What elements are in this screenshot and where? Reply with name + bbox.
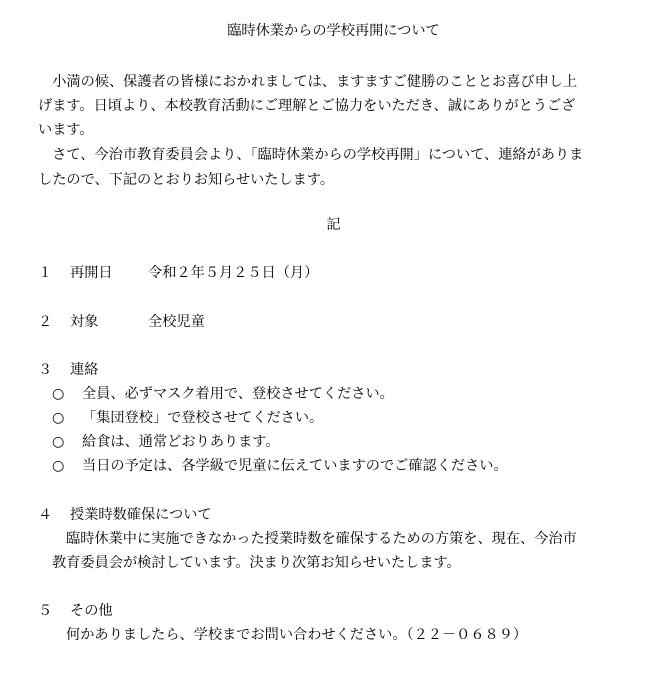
section-4-body-line-1: 臨時休業中に実施できなかった授業時数を確保するための方策を、現在、今治市 [66,531,577,547]
intro-line-5: したので、下記のとおりお知らせいたします。 [38,172,335,188]
intro-line-3: います。 [38,122,94,138]
intro-line-1: 小満の候、保護者の皆様におかれましては、ますますご健勝のこととお喜び申し上 [38,74,578,90]
notice-item-4 [52,456,508,476]
section-5-body: 何かありましたら、学校までお問い合わせください。（２２－０６８９） [66,627,528,643]
section-5-number: ５ [38,603,53,619]
section-5-other [38,601,113,621]
section-1-value: 令和２年５月２５日（月） [148,265,319,281]
section-3-notice [38,360,98,380]
section-4-body-line-2: 教育委員会が検討しています。決まり次第お知らせいたします。 [52,555,461,571]
notice-item-1 [52,384,394,404]
notice-item-text: 給食は、通常どおりあります。 [82,434,280,450]
section-2-value: 全校児童 [148,314,205,330]
notice-item-text: 全員、必ずマスク着用で、登校させてください。 [82,386,394,402]
circle-bullet-icon: ○ [52,386,65,402]
section-3-label: 連絡 [70,362,99,378]
section-3-number: ３ [38,362,53,378]
circle-bullet-icon: ○ [52,434,65,450]
intro-line-2: げます。日頃より、本校教育活動にご理解とご協力をいただき、誠にありがとうござ [38,98,576,114]
document-title: 臨時休業からの学校再開について [227,23,440,39]
notice-item-text: 「集団登校」で登校させてください。 [82,410,324,426]
section-1-reopen-date [38,263,318,283]
intro-line-4: さて、今治市教育委員会より、「臨時休業からの学校再開」について、連絡がありま [38,147,584,163]
section-2-number: ２ [38,314,53,330]
section-4-label: 授業時数確保について [70,507,212,523]
section-1-number: １ [38,265,53,281]
circle-bullet-icon: ○ [52,458,65,474]
section-4-number: ４ [38,507,53,523]
section-5-label: その他 [70,603,113,619]
notice-item-2 [52,408,323,428]
notice-item-text: 当日の予定は、各学級で児童に伝えていますのでご確認ください。 [82,458,508,474]
notice-item-3 [52,432,280,452]
section-2-target [38,312,205,332]
ki-heading: 記 [326,217,341,233]
section-1-label: 再開日 [70,265,113,281]
circle-bullet-icon: ○ [52,410,65,426]
section-4-class-hours [38,505,212,525]
section-2-label: 対象 [70,314,99,330]
